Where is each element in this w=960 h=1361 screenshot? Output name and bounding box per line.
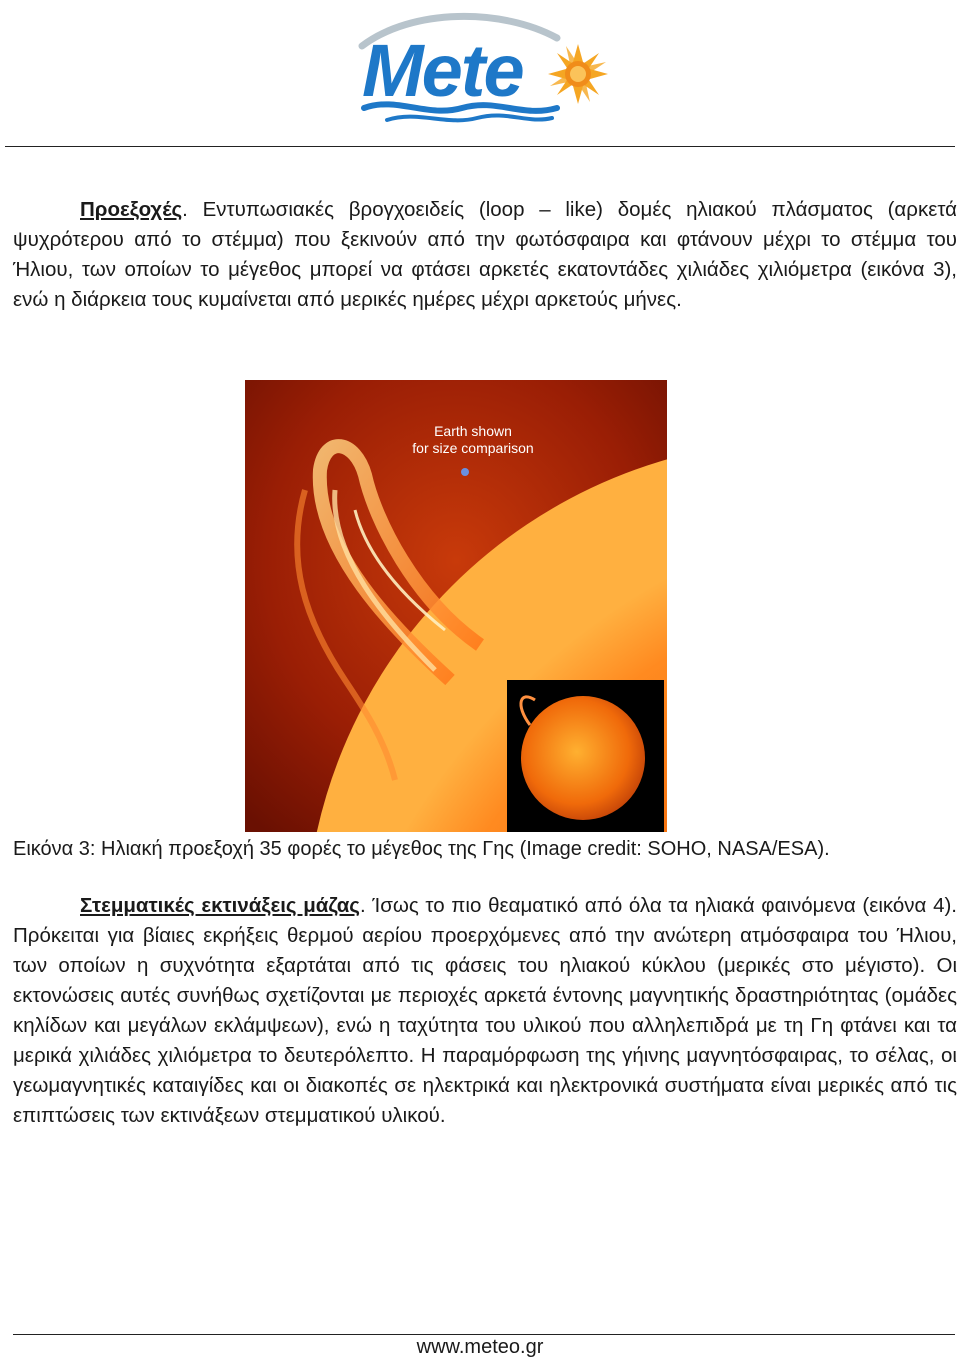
header-divider <box>5 146 955 147</box>
figure-label-line1: Earth shown <box>434 423 512 439</box>
footer-url[interactable]: www.meteo.gr <box>416 1336 544 1358</box>
solar-prominence-image <box>245 380 667 832</box>
prominences-text: . Εντυπωσιακές βρογχοειδείς (loop – like) δομές ηλιακού πλάσματος (αρκετά ψυχρότερου από το στέμμα) που ξεκινούν από την φωτόσφαιρα και φτάνουν μέχρι το στέμμα του Ήλιου, των οποίων το μέγεθος μπορεί να φτάσει αρκετές εκατοντάδες χιλιάδες χιλιόμετρα (εικόνα 3), ενώ η διάρκεια τους κυμαίνεται από μερικές ημέρες μέχρι αρκετούς μήνες. <box>13 198 957 311</box>
figure-label-line2: for size comparison <box>412 440 534 456</box>
sun-icon <box>548 44 608 104</box>
svg-text:Mete: Mete <box>362 29 523 112</box>
cme-heading: Στεμματικές εκτινάξεις μάζας <box>80 894 360 917</box>
prominences-paragraph <box>13 195 957 315</box>
figure-caption: Εικόνα 3: Ηλιακή προεξοχή 35 φορές το μέγεθος της Γης (Image credit: SOHO, NASA/ESA). <box>13 838 830 860</box>
prominences-heading: Προεξοχές <box>80 198 183 221</box>
cme-paragraph <box>13 891 957 1131</box>
cme-text: . Ίσως το πιο θεαματικό από όλα τα ηλιακά φαινόμενα (εικόνα 4). Πρόκειται για βίαιες εκρήξεις θερμού αερίου προερχόμενες από την ανώτερη ατμόσφαιρα του Ήλιου, των οποίων η συχνότητα εξαρτάται από τις φάσεις του ηλιακού κύκλου (μερικές στο μέγιστο). Οι εκτονώσεις αυτές συνήθως σχετίζονται με περιοχές αρκετά έντονης μαγνητικής δραστηριότητας (ομάδες κηλίδων και μεγάλων εκλάμψεων), ενώ η ταχύτητα του υλικού που αλληλεπιδρά με τη Γη φτάνει και τα μερικά χιλιάδες χιλιόμετρα το δευτερόλεπτο. Η παραμόρφωση της γήινης μαγνητόσφαιρας, το σέλας, οι γεωμαγνητικές καταιγίδες και οι διακοπές σε ηλεκτρικά και ηλεκτρονικά συστήματα είναι μερικές από τις επιπτώσεις των εκτινάξεων στεμματικού υλικού. <box>13 894 957 1127</box>
meteo-logo <box>352 8 612 126</box>
